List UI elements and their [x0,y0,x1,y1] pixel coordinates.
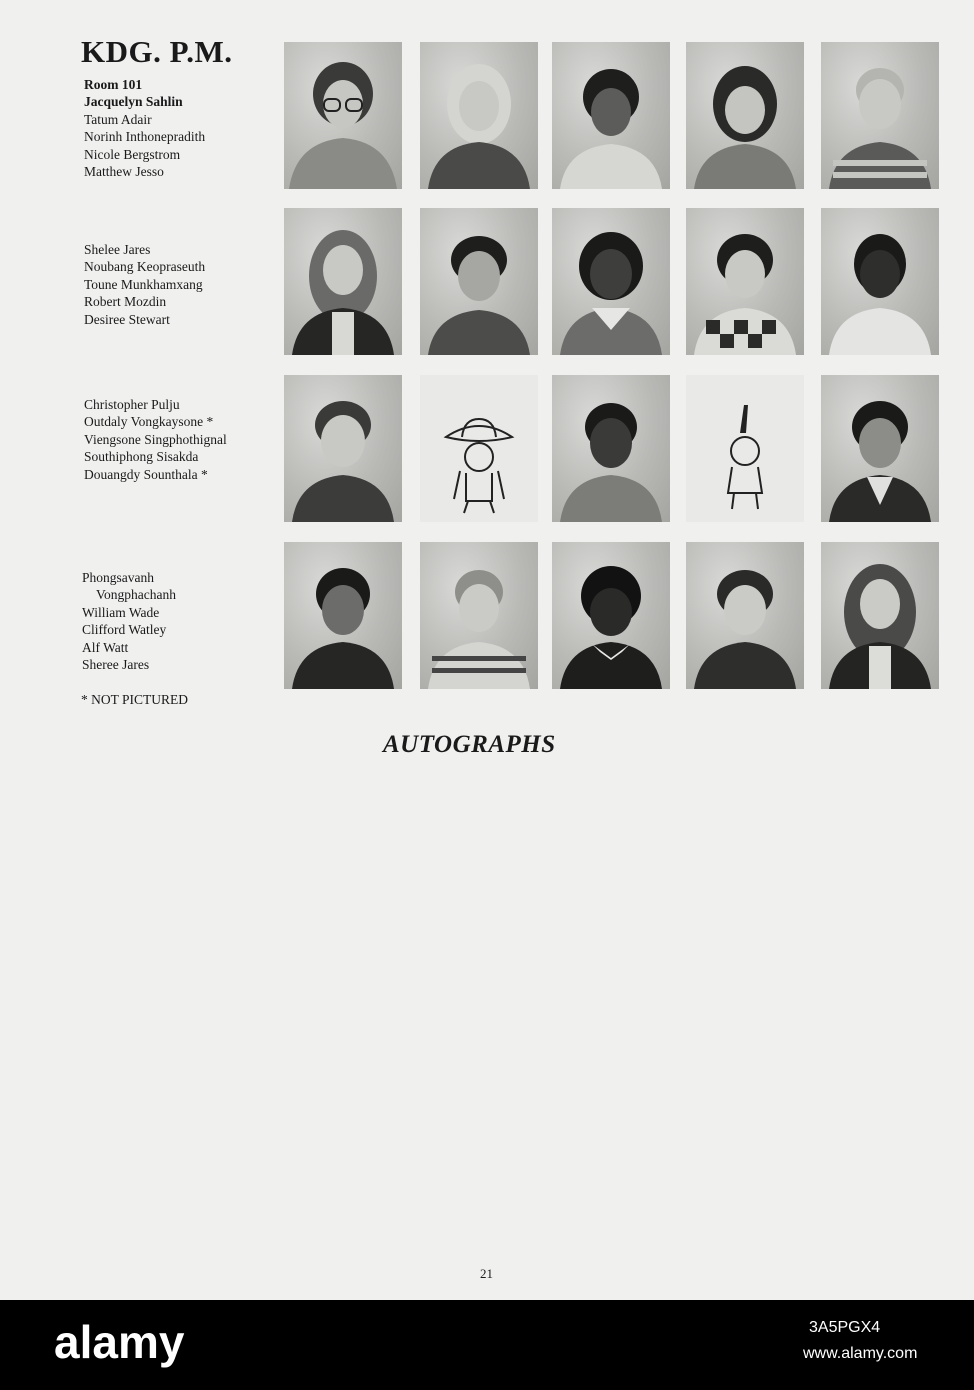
portrait-silhouette [284,208,402,355]
portrait-silhouette [552,208,670,355]
portrait-silhouette [686,208,804,355]
student-name: Southiphong Sisakda [84,449,199,465]
names-block-2 [84,241,205,328]
alamy-logo-text: alamy [54,1318,185,1368]
not-pictured-placeholder [420,375,538,522]
portrait-silhouette [284,42,402,189]
student-name: William Wade [82,604,160,620]
names-block-3 [84,396,227,483]
student-name: Alf Watt [82,639,129,655]
portrait-silhouette [284,375,402,522]
portrait-photo [686,42,804,189]
image-id: 3A5PGX4 [809,1319,881,1336]
student-name: Norinh Inthonepradith [84,129,206,145]
not-pictured-note: * NOT PICTURED [81,692,189,707]
portrait-photo [552,208,670,355]
student-name: Clifford Watley [82,622,167,638]
student-name: Sheree Jares [82,657,150,673]
portrait-silhouette [821,42,939,189]
portrait-photo [284,208,402,355]
portrait-photo [552,42,670,189]
portrait-silhouette [686,542,804,689]
teacher-name: Jacquelyn Sahlin [84,94,183,110]
page-title: KDG. P.M. [81,34,233,69]
autographs-heading: AUTOGRAPHS [383,731,556,758]
student-name: Toune Munkhamxang [84,276,203,292]
student-name: Matthew Jesso [84,164,164,180]
portrait-silhouette [420,42,538,189]
student-name: Nicole Bergstrom [84,146,181,162]
names-block-4 [82,569,176,673]
portrait-silhouette [552,42,670,189]
portrait-photo [552,375,670,522]
portrait-silhouette [420,208,538,355]
portrait-silhouette [552,375,670,522]
student-name: Viengsone Singphothignal [84,431,227,447]
portrait-photo [821,208,939,355]
portrait-photo [284,375,402,522]
cowboy-mascot-icon [420,375,538,522]
portrait-photo [284,542,402,689]
student-name: Noubang Keopraseuth [84,259,206,275]
student-name: Robert Mozdin [84,294,167,310]
watermark-url: www.alamy.com [803,1345,918,1362]
portrait-silhouette [552,542,670,689]
student-name: Shelee Jares [84,242,151,257]
portrait-photo [420,208,538,355]
student-name: Tatum Adair [84,111,152,127]
student-name: Douangdy Sounthala * [84,466,208,482]
portrait-silhouette [821,375,939,522]
portrait-photo [686,208,804,355]
portrait-silhouette [821,208,939,355]
student-name: Outdaly Vongkaysone * [84,414,214,430]
student-name: Christopher Pulju [84,397,180,412]
room-label: Room 101 [84,77,143,92]
portrait-silhouette [821,542,939,689]
names-block-1 [84,76,205,180]
portrait-photo [821,375,939,522]
portrait-silhouette [420,542,538,689]
indian-mascot-icon [686,375,804,522]
portrait-photo [420,42,538,189]
student-name: Phongsavanh [82,570,154,585]
portrait-photo [552,542,670,689]
portrait-photo [821,542,939,689]
alamy-logo-icon [54,1318,274,1370]
page-number: 21 [480,1266,493,1281]
portrait-photo [420,542,538,689]
portrait-photo-teacher [284,42,402,189]
student-name-continued: Vongphachanh [96,587,176,603]
portrait-photo [821,42,939,189]
portrait-silhouette [686,42,804,189]
not-pictured-placeholder [686,375,804,522]
portrait-silhouette [284,542,402,689]
portrait-photo [686,542,804,689]
student-name: Desiree Stewart [84,311,170,327]
